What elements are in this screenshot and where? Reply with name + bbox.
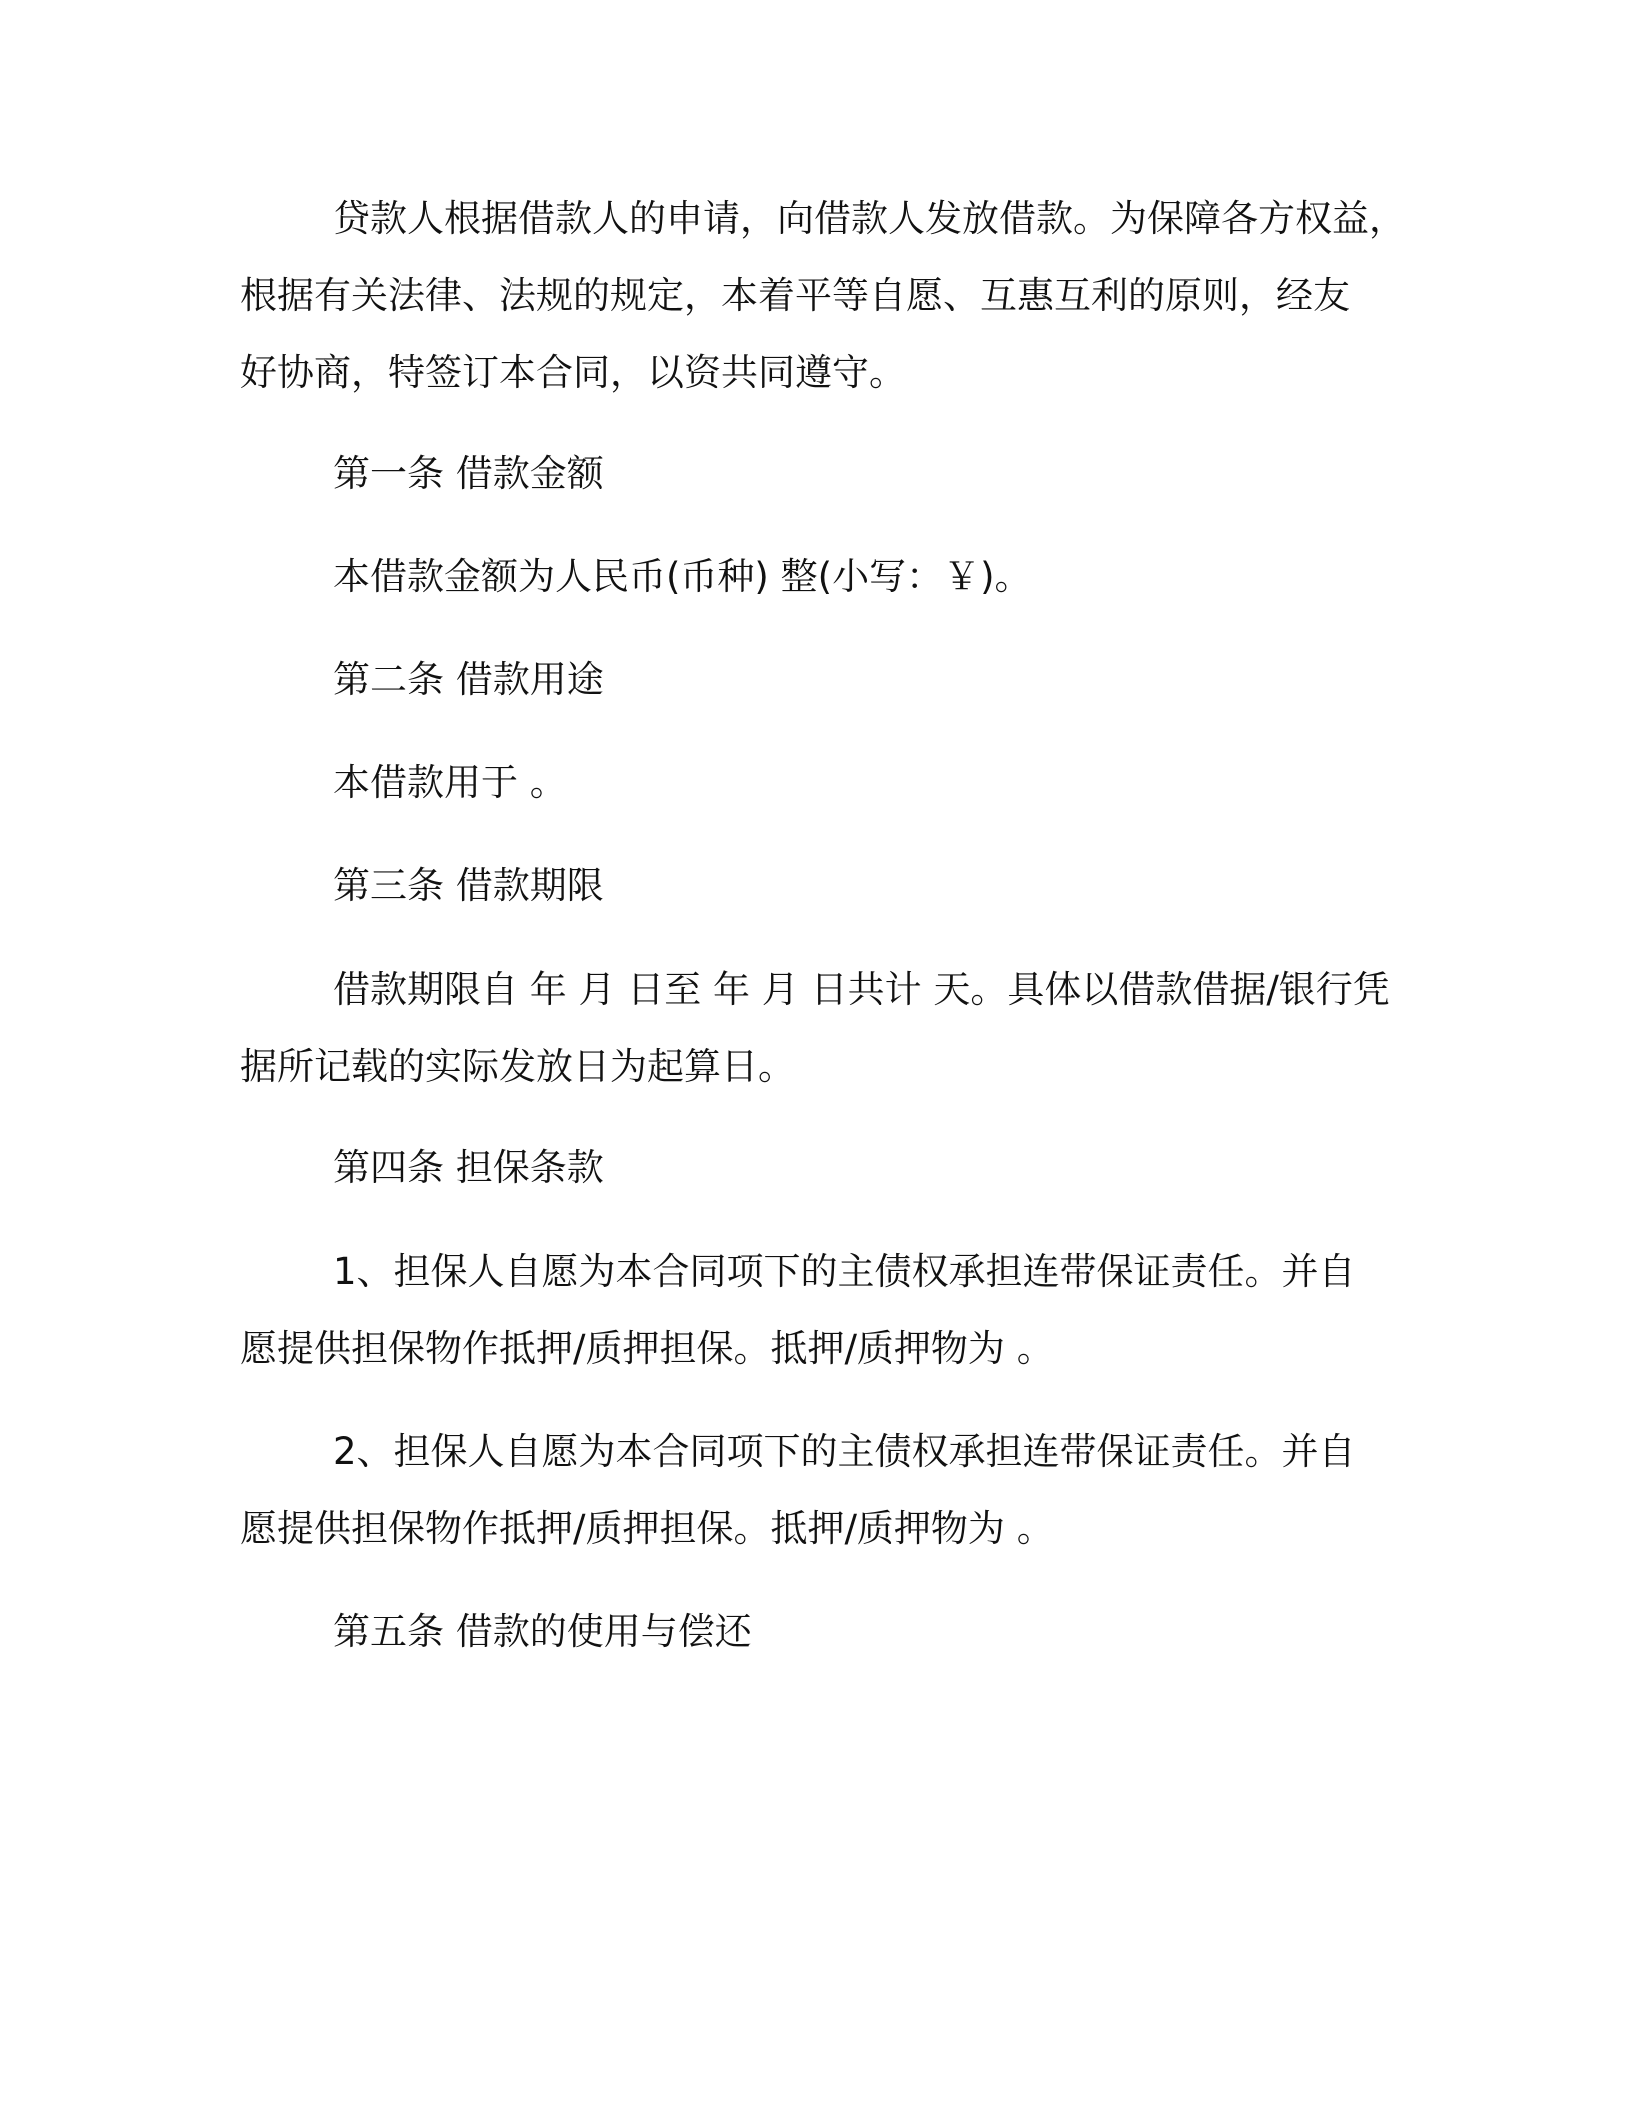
intro-line-1: 贷款人根据借款人的申请，向借款人发放借款。为保障各方权益， — [333, 197, 1406, 240]
article-4-clause-2-line-2: 愿提供担保物作抵押/质押担保。抵押/质押物为 。 — [240, 1507, 1054, 1550]
article-3-body-line-1: 借款期限自 年 月 日至 年 月 日共计 天。具体以借款借据/银行凭 — [333, 968, 1390, 1011]
article-2-heading: 第二条 借款用途 — [333, 658, 604, 701]
article-4-clause-1-line-2: 愿提供担保物作抵押/质押担保。抵押/质押物为 。 — [240, 1327, 1054, 1370]
intro-line-3: 好协商，特签订本合同，以资共同遵守。 — [240, 351, 906, 394]
article-1-heading: 第一条 借款金额 — [333, 452, 604, 495]
article-1-body: 本借款金额为人民币(币种) 整(小写：￥)。 — [333, 555, 1032, 598]
article-5-heading: 第五条 借款的使用与偿还 — [333, 1610, 752, 1653]
article-4-heading: 第四条 担保条款 — [333, 1146, 604, 1189]
article-2-body: 本借款用于 。 — [333, 761, 567, 804]
article-3-body-line-2: 据所记载的实际发放日为起算日。 — [240, 1045, 795, 1088]
article-4-clause-1-line-1: 1、担保人自愿为本合同项下的主债权承担连带保证责任。并自 — [333, 1250, 1356, 1293]
article-3-heading: 第三条 借款期限 — [333, 864, 604, 907]
intro-line-2: 根据有关法律、法规的规定，本着平等自愿、互惠互利的原则，经友 — [240, 274, 1350, 317]
article-4-clause-2-line-1: 2、担保人自愿为本合同项下的主债权承担连带保证责任。并自 — [333, 1430, 1356, 1473]
